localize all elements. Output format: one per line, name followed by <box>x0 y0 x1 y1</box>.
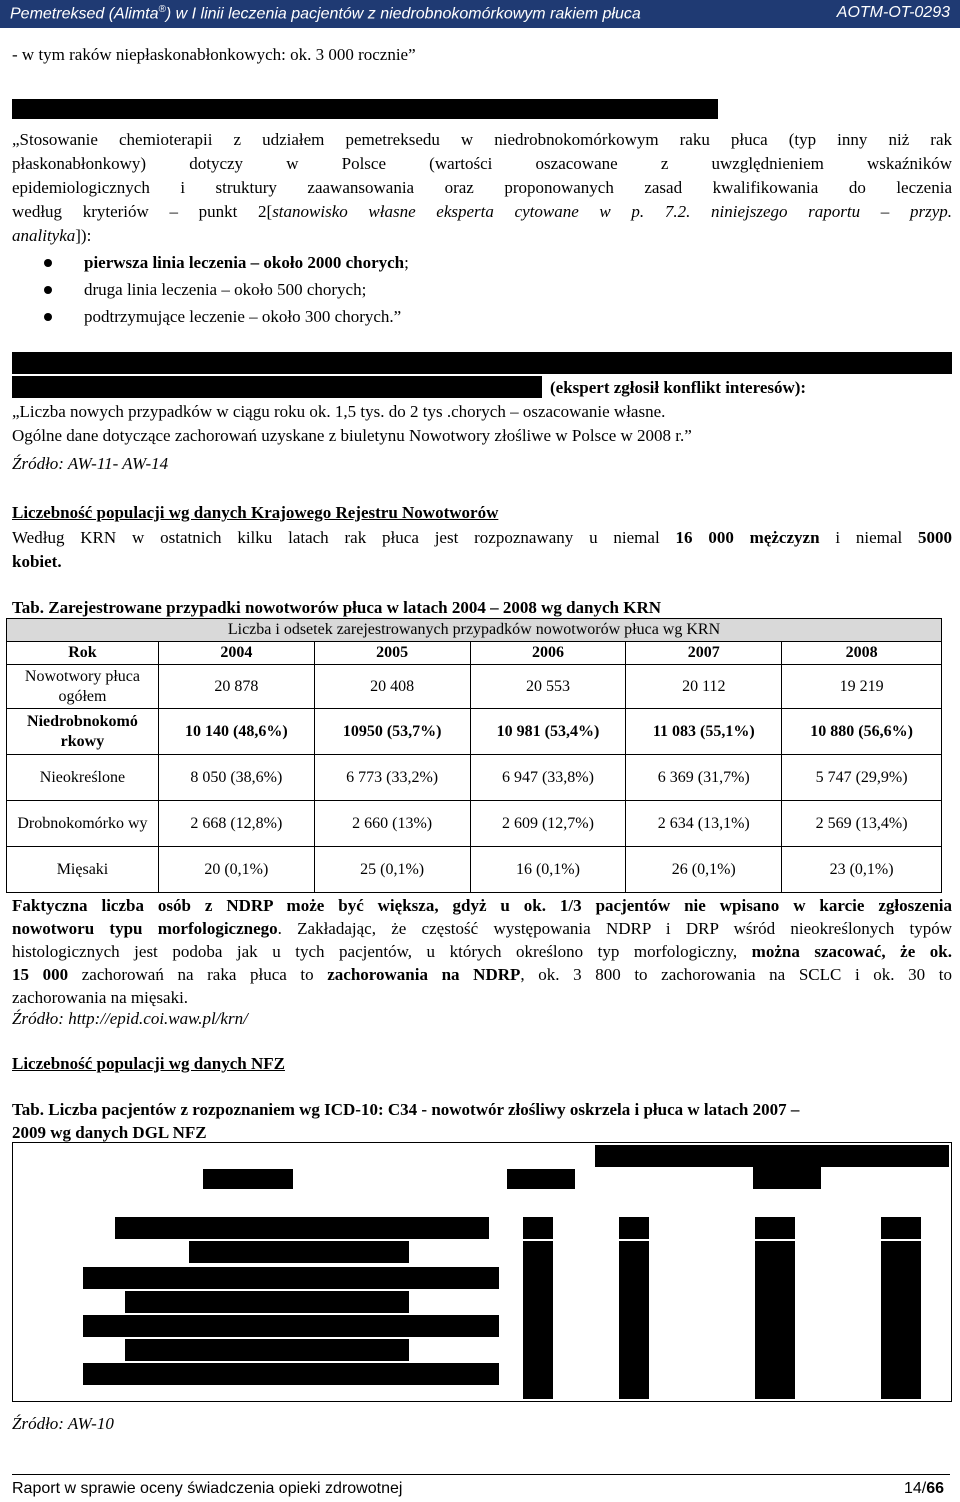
expert-quote-line: „Liczba nowych przypadków w ciągu roku ok. 1,5 tys. do 2 tys .chorych – oszacowanie własne. <box>12 402 666 421</box>
list-item: podtrzymujące leczenie – około 300 chorych.” <box>84 307 402 326</box>
source-note: Źródło: http://epid.coi.waw.pl/krn/ <box>12 1009 248 1028</box>
table-header: 2008 <box>782 642 942 665</box>
bullet-icon <box>44 313 52 321</box>
table-title: Liczba i odsetek zarejestrowanych przypadków nowotworów płuca wg KRN <box>7 619 942 642</box>
table-row: Mięsaki 20 (0,1%) 25 (0,1%) 16 (0,1%) 26 (0,1%) 23 (0,1%) <box>7 847 942 893</box>
redacted-block <box>12 99 718 119</box>
section-heading: Liczebność populacji wg danych Krajowego Rejestru Nowotworów <box>12 503 499 522</box>
quote-paragraph: „Stosowanie chemioterapii z udziałem pemetreksedu w niedrobnokomórkowym raku płuca (typ inny niż rak płaskonabłonkowy) dotyczy w Polsce (wartości oszacowane z uwzględnieniem wskaźników epidemiologicznych i struktury zaawansowania oraz proponowanych zasad kwalifikowania do leczenia według kryteriów – punkt 2[stanowisko własne eksperta cytowane w p. 7.2. niniejszego raportu – przyp. analityka]): <box>12 130 952 245</box>
table-header: Rok <box>7 642 159 665</box>
redacted-table <box>12 1142 952 1402</box>
conflict-note: (ekspert zgłosił konflikt interesów): <box>550 378 807 397</box>
bullet-icon <box>44 286 52 294</box>
after-table-paragraph: Faktyczna liczba osób z NDRP może być większa, gdyż u ok. 1/3 pacjentów nie wpisano w karcie zgłoszenia nowotworu typu morfologicznego. Zakładając, że częstość występowania NDRP i DRP wśród nieokreślonych typów histologicznych jest podoba jak u tych pacjentów, u których określono typ morfologiczny, można szacować, że ok. 15 000 zachorowań na raka płuca to zachorowania na NDRP, ok. 3 800 to zachorowania na SCLC i ok. 30 to zachorowania na mięsaki. <box>12 896 952 1007</box>
table-row: Drobnokomórko wy 2 668 (12,8%) 2 660 (13%) 2 609 (12,7%) 2 634 (13,1%) 2 569 (13,4%) <box>7 801 942 847</box>
source-note: Źródło: AW-11- AW-14 <box>12 454 169 473</box>
header-title: Pemetreksed (Alimta®) w I linii leczenia pacjentów z niedrobnokomórkowym rakiem płuca <box>10 4 641 23</box>
list-item: druga linia leczenia – około 500 chorych; <box>84 280 367 299</box>
table-caption: Tab. Zarejestrowane przypadki nowotworów płuca w latach 2004 – 2008 wg danych KRN <box>12 598 662 617</box>
header-code: AOTM-OT-0293 <box>836 4 950 21</box>
table-header: 2005 <box>314 642 470 665</box>
intro-line: - w tym raków niepłaskonabłonkowych: ok. 3 000 rocznie” <box>12 45 416 64</box>
krn-paragraph: Według KRN w ostatnich kilku latach rak płuca jest rozpoznawany u niemal 16 000 mężczyzn i niemal 5000 kobiet. <box>12 528 953 571</box>
source-note: Źródło: AW-10 <box>12 1414 114 1433</box>
krn-table <box>6 618 942 893</box>
table-row: Nieokreślone 8 050 (38,6%) 6 773 (33,2%) 6 947 (33,8%) 6 369 (31,7%) 5 747 (29,9%) <box>7 755 942 801</box>
expert-quote-line: Ogólne dane dotyczące zachorowań uzyskane z biuletynu Nowotwory złośliwe w Polsce w 2008 r.” <box>12 426 692 445</box>
page-number: 14/66 <box>904 1480 945 1497</box>
table-header: 2007 <box>626 642 782 665</box>
page-header <box>0 0 960 28</box>
footer-text: Raport w sprawie oceny świadczenia opieki zdrowotnej <box>12 1480 403 1497</box>
footer-divider <box>12 1474 950 1475</box>
redacted-block <box>12 376 542 398</box>
table-header: 2004 <box>158 642 314 665</box>
list-item: pierwsza linia leczenia – około 2000 chorych; <box>84 253 409 272</box>
redacted-block <box>12 352 952 374</box>
table-caption: Tab. Liczba pacjentów z rozpoznaniem wg ICD-10: C34 - nowotwór złośliwy oskrzela i płuca w latach 2007 – <box>12 1100 800 1119</box>
table-row: Niedrobnokomó rkowy 10 140 (48,6%) 10950 (53,7%) 10 981 (53,4%) 11 083 (55,1%) 10 880 (56,6%) <box>7 709 942 755</box>
bullet-icon <box>44 259 52 267</box>
table-caption: 2009 wg danych DGL NFZ <box>12 1123 207 1142</box>
table-row: Nowotwory płuca ogółem 20 878 20 408 20 553 20 112 19 219 <box>7 665 942 709</box>
table-header: 2006 <box>470 642 626 665</box>
section-heading: Liczebność populacji wg danych NFZ <box>12 1054 285 1073</box>
